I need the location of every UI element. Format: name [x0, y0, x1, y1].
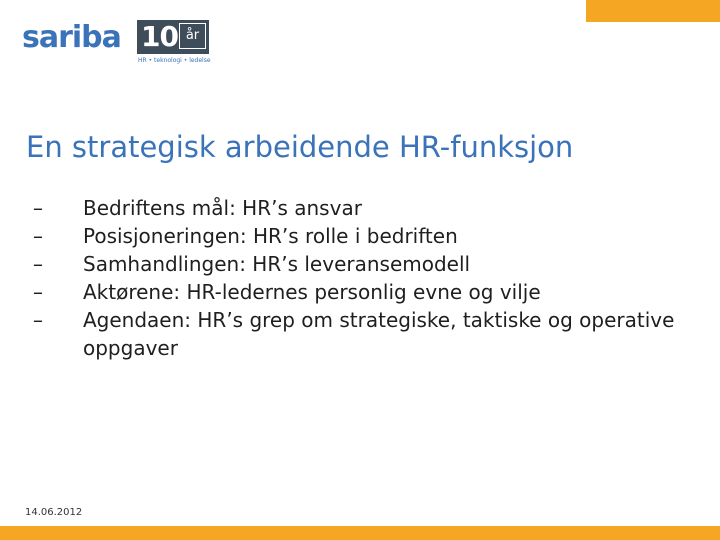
- top-accent-bar: [586, 0, 720, 22]
- bullet-dash: –: [33, 308, 43, 332]
- bullet-dash: –: [33, 280, 43, 304]
- bullet-item: [33, 306, 693, 362]
- bullet-text: Agendaen: HR’s grep om strategiske, taktiske og operative oppgaver: [83, 308, 675, 360]
- bullet-text: Bedriftens mål: HR’s ansvar: [83, 196, 362, 220]
- slide-date: 14.06.2012: [25, 507, 83, 518]
- logo-wordmark: sariba: [22, 20, 121, 55]
- bullet-text: Aktørene: HR-ledernes personlig evne og vilje: [83, 280, 541, 304]
- anniversary-word: år: [179, 23, 206, 49]
- sariba-logo: [22, 16, 222, 66]
- bullet-item: [33, 194, 693, 222]
- bullet-dash: –: [33, 224, 43, 248]
- slide-title: En strategisk arbeidende HR-funksjon: [26, 130, 574, 164]
- bullet-text: Posisjoneringen: HR’s rolle i bedriften: [83, 224, 458, 248]
- bullet-text: Samhandlingen: HR’s leveransemodell: [83, 252, 471, 276]
- bullet-dash: –: [33, 252, 43, 276]
- bullet-item: [33, 222, 693, 250]
- logo-tagline: HR • teknologi • ledelse: [138, 57, 211, 64]
- bullet-dash: –: [33, 196, 43, 220]
- bottom-accent-bar: [0, 526, 720, 540]
- bullet-item: [33, 278, 693, 306]
- bullet-item: [33, 250, 693, 278]
- anniversary-badge: [137, 20, 209, 54]
- bullet-list: [33, 194, 693, 362]
- anniversary-number: 10: [141, 20, 178, 53]
